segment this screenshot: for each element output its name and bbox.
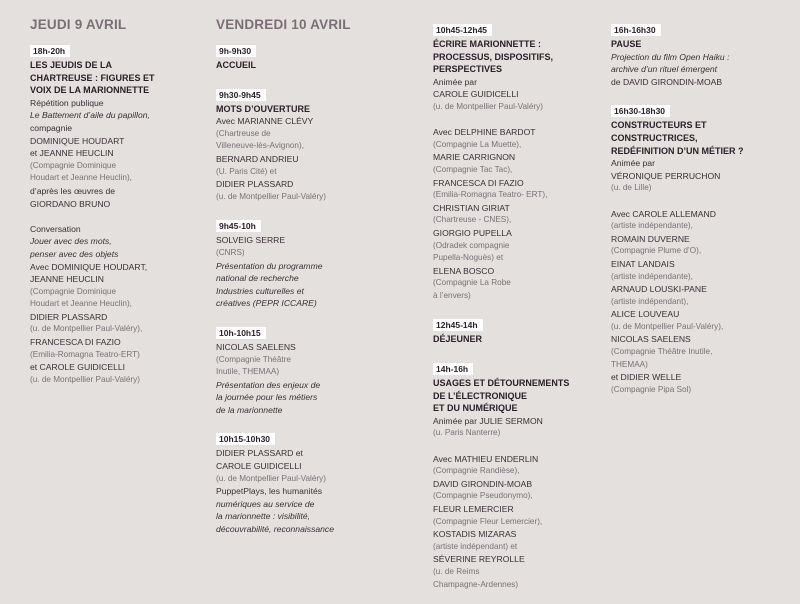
participant-text: CHRISTIAN GIRIAT <box>433 202 510 213</box>
column-friday-afternoon <box>611 20 791 409</box>
participant-text: ELENA BOSCO <box>433 265 495 276</box>
participant-text: Animée par <box>433 76 477 87</box>
participant-text: Répétition publique <box>30 97 104 108</box>
participant-text: FLEUR LEMERCIER <box>433 504 514 514</box>
participant-text: Animée par <box>611 158 655 169</box>
work-title-text: Projection du film Open Haiku : <box>611 51 730 62</box>
affiliation-text: (u. de Montpellier Paul-Valéry) <box>30 374 140 384</box>
participant-text: FRANCESCA DI FAZIO <box>433 177 524 188</box>
affiliation-text: (Compagnie Plume d’O), <box>611 246 702 256</box>
affiliation-text: (artiste indépendante), <box>611 271 693 281</box>
affiliation-text: (Chartreuse de <box>216 128 271 138</box>
participant-text: GIORGIO PUPELLA <box>433 227 512 238</box>
session-title: ET DU NUMÉRIQUE <box>433 403 518 414</box>
participant-text: MARIE CARRIGNON <box>433 152 516 163</box>
participant-text: DAVID GIRONDIN-MOAB <box>433 478 533 489</box>
participant-text: et CAROLE GUIDICELLI <box>30 362 126 373</box>
participant-text: SÉVERINE REYROLLE <box>433 554 525 565</box>
session-title: PROCESSUS, DISPOSITIFS, <box>433 51 554 62</box>
session-title: VOIX DE LA MARIONNETTE <box>30 85 150 96</box>
session-title: USAGES ET DÉTOURNEMENTS <box>433 378 570 389</box>
participant-text: DOMINIQUE HOUDART <box>30 135 125 146</box>
affiliation-text: (Compagnie Pipa Sol) <box>611 384 692 394</box>
participant-text: FRANCESCA DI FAZIO <box>30 337 121 348</box>
spacer <box>30 210 210 223</box>
participant-text: d’après les œuvres de <box>30 185 116 196</box>
schedule-item <box>216 216 416 310</box>
participant-text: ROMAIN DUVERNE <box>611 233 690 244</box>
spacer <box>611 195 791 208</box>
session-title: CONSTRUCTEURS ET <box>611 120 707 131</box>
spacer <box>433 440 603 453</box>
affiliation-text: (CNRS) <box>216 247 245 257</box>
participant-text: DIDIER PLASSARD <box>30 311 108 322</box>
work-title-text: Présentation des enjeux de <box>216 379 321 390</box>
participant-text: compagnie <box>30 122 73 133</box>
participant-text: NICOLAS SAELENS <box>216 341 296 352</box>
participant-text: Avec MARIANNE CLÉVY <box>216 116 314 127</box>
affiliation-text: (Compagnie Dominique <box>30 160 117 170</box>
work-title-text: créatives (PEPR ICCARE) <box>216 298 317 309</box>
participant-text: Avec DOMINIQUE HOUDART, <box>30 261 148 272</box>
session-title: LES JEUDIS DE LA <box>30 60 113 70</box>
column-friday-morning <box>216 0 416 549</box>
work-title-text: de la marionnette <box>216 404 283 415</box>
affiliation-text: (Emilia-Romagna Teatro- ERT), <box>433 190 548 200</box>
schedule-item <box>433 315 603 346</box>
affiliation-text: (Compagnie Pseudonymo), <box>433 491 533 501</box>
affiliation-text: (Compagnie La Muette), <box>433 139 522 149</box>
affiliation-text: (Odradek compagnie <box>433 240 510 250</box>
time-badge: 18h-20h <box>30 45 70 57</box>
affiliation-text: (artiste indépendant), <box>611 296 689 306</box>
affiliation-text: (Compagnie Randièse), <box>433 466 520 476</box>
affiliation-text: (Compagnie Théâtre Inutile, <box>611 347 713 357</box>
time-badge: 9h-9h30 <box>216 45 256 57</box>
schedule-item <box>433 20 603 302</box>
participant-text: NICOLAS SAELENS <box>611 334 691 345</box>
affiliation-text: (u. de Montpellier Paul-Valéry), <box>30 324 143 334</box>
participant-text: DIDIER PLASSARD <box>216 179 294 190</box>
column-thursday <box>30 0 210 399</box>
session-title: DÉJEUNER <box>433 334 483 345</box>
participant-text: PuppetPlays, les humanités <box>216 486 323 497</box>
schedule-item <box>216 323 416 417</box>
schedule-item <box>30 41 210 386</box>
schedule-item <box>216 429 416 535</box>
affiliation-text: (Emilia-Romagna Teatro-ERT) <box>30 349 140 359</box>
time-badge: 10h45-12h45 <box>433 24 492 36</box>
session-title: CONSTRUCTRICES, <box>611 132 698 143</box>
participant-text: KOSTADIS MIZARAS <box>433 529 517 540</box>
participant-text: ARNAUD LOUSKI-PANE <box>611 284 707 295</box>
work-title-text: penser avec des objets <box>30 248 119 259</box>
participant-text: VÉRONIQUE PERRUCHON <box>611 170 721 181</box>
affiliation-text: Champagne-Ardennes) <box>433 579 519 589</box>
participant-text: Avec CAROLE ALLEMAND <box>611 208 716 219</box>
session-title: REDÉFINITION D’UN MÉTIER ? <box>611 145 744 156</box>
affiliation-text: (u. de Montpellier Paul-Valéry) <box>433 101 543 111</box>
schedule-item <box>611 101 791 396</box>
participant-text: ALICE LOUVEAU <box>611 309 680 320</box>
time-badge: 16h-16h30 <box>611 24 661 36</box>
work-title-text: Jouer avec des mots, <box>30 236 112 247</box>
time-badge: 10h-10h15 <box>216 327 266 339</box>
session-title: MOTS D’OUVERTURE <box>216 103 311 114</box>
affiliation-text: Villeneuve-lès-Avignon), <box>216 141 304 151</box>
affiliation-text: (Compagnie Fleur Lemercier), <box>433 516 543 526</box>
affiliation-text: THEMAA) <box>611 359 648 369</box>
participant-text: et JEANNE HEUCLIN <box>30 148 114 159</box>
participant-text: BERNARD ANDRIEU <box>216 153 299 164</box>
participant-text: EINAT LANDAIS <box>611 258 675 269</box>
affiliation-text: (Compagnie Tac Tac), <box>433 164 513 174</box>
day-heading: JEUDI 9 AVRIL <box>30 17 127 32</box>
session-title: PAUSE <box>611 39 642 49</box>
affiliation-text: (Compagnie Théâtre <box>216 354 291 364</box>
session-title: PERSPECTIVES <box>433 64 503 75</box>
session-title: DE L’ÉLECTRONIQUE <box>433 390 528 401</box>
affiliation-text: Houdart et Jeanne Heuclin), <box>30 173 132 183</box>
affiliation-text: (u. Paris Nanterre) <box>433 428 501 438</box>
affiliation-text: (u. de Reims <box>433 566 480 576</box>
participant-text: DIDIER PLASSARD et <box>216 448 303 459</box>
participant-text: SOLVEIG SERRE <box>216 235 286 246</box>
participant-text: Avec DELPHINE BARDOT <box>433 127 536 138</box>
participant-text: et DIDIER WELLE <box>611 372 682 383</box>
participant-text: Animée par JULIE SERMON <box>433 415 543 426</box>
affiliation-text: (U. Paris Cité) et <box>216 166 277 176</box>
affiliation-text: (Compagnie Dominique <box>30 286 117 296</box>
work-title-text: la journée pour les métiers <box>216 392 318 403</box>
schedule-item <box>611 20 791 88</box>
schedule-item <box>433 359 603 591</box>
schedule-item <box>216 41 416 72</box>
work-title-text: Le Battement d’aile du papillon, <box>30 110 150 121</box>
work-title-text: la marionnette : visibilité, <box>216 511 311 522</box>
participant-text: CAROLE GUIDICELLI <box>433 89 519 100</box>
participant-text: Conversation <box>30 223 81 234</box>
affiliation-text: (u. de Lille) <box>611 183 652 193</box>
affiliation-text: (Compagnie La Robe <box>433 278 511 288</box>
affiliation-text: Inutile, THEMAA) <box>216 367 280 377</box>
session-title: ACCUEIL <box>216 60 256 70</box>
affiliation-text: Pupella-Noguès) et <box>433 253 504 263</box>
participant-text: JEANNE HEUCLIN <box>30 274 105 285</box>
participant-text: GIORDANO BRUNO <box>30 198 111 209</box>
participant-text: Avec MATHIEU ENDERLIN <box>433 453 539 464</box>
schedule-item <box>216 85 416 204</box>
affiliation-text: (artiste indépendante), <box>611 221 693 231</box>
affiliation-text: (u. de Montpellier Paul-Valéry) <box>216 191 326 201</box>
time-badge: 12h45-14h <box>433 319 483 331</box>
affiliation-text: (u. de Montpellier Paul-Valéry) <box>216 473 326 483</box>
time-badge: 9h30-9h45 <box>216 89 266 101</box>
work-title-text: Industries culturelles et <box>216 285 304 296</box>
affiliation-text: Houdart et Jeanne Heuclin), <box>30 299 132 309</box>
time-badge: 14h-16h <box>433 363 473 375</box>
day-heading: VENDREDI 10 AVRIL <box>216 17 351 32</box>
column-friday-midday <box>433 20 603 604</box>
session-title: CHARTREUSE : FIGURES ET <box>30 72 155 83</box>
work-title-text: national de recherche <box>216 273 299 284</box>
affiliation-text: (u. de Montpellier Paul-Valéry), <box>611 321 724 331</box>
work-title-text: découvrabilité, reconnaissance <box>216 524 334 535</box>
work-title-text: numériques au service de <box>216 498 315 509</box>
work-title-text: Présentation du programme <box>216 260 323 271</box>
participant-text: de DAVID GIRONDIN-MOAB <box>611 76 723 87</box>
time-badge: 9h45-10h <box>216 220 261 232</box>
spacer <box>433 114 603 127</box>
participant-text: CAROLE GUIDICELLI <box>216 461 302 472</box>
affiliation-text: à l’envers) <box>433 290 471 300</box>
time-badge: 10h15-10h30 <box>216 433 275 445</box>
work-title-text: archive d’un rituel émergent <box>611 64 718 75</box>
session-title: ÉCRIRE MARIONNETTE : <box>433 39 541 49</box>
time-badge: 16h30-18h30 <box>611 105 670 117</box>
affiliation-text: (artiste indépendant) et <box>433 541 518 551</box>
affiliation-text: (Chartreuse - CNES), <box>433 215 512 225</box>
